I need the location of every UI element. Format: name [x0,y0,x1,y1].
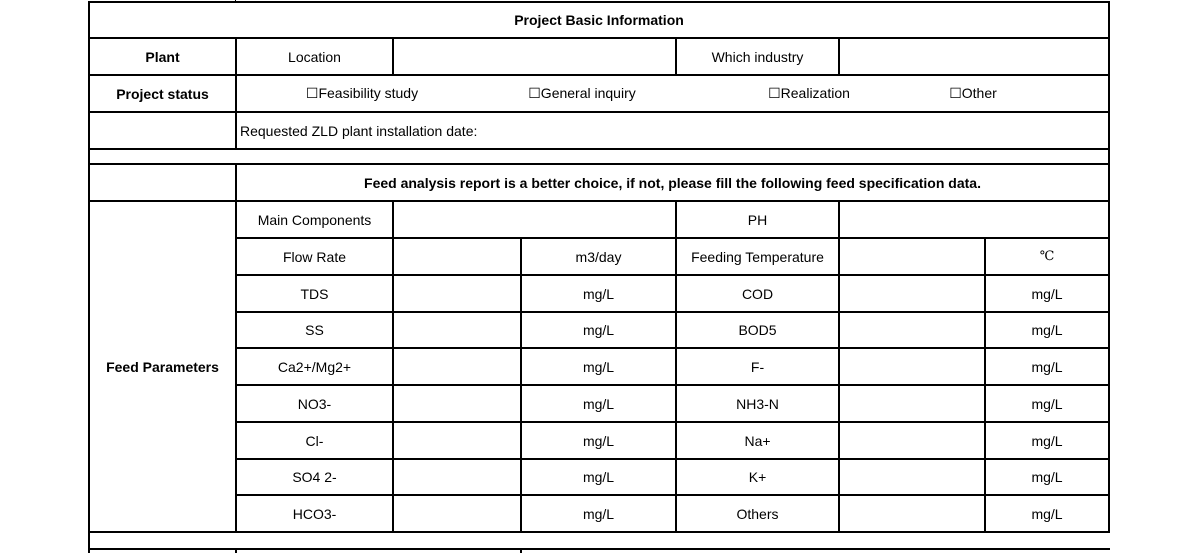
param-value-field[interactable] [840,276,984,311]
ph-field[interactable] [840,202,1108,237]
page-title: Project Basic Information [514,12,684,28]
installation-date-label[interactable]: Requested ZLD plant installation date: [240,122,478,139]
param-label: NH3-N [736,395,779,412]
ph-label: PH [747,211,768,228]
status-option-other[interactable]: ☐Other [949,85,997,101]
param-label: K+ [748,469,767,485]
param-unit: mg/L [1031,505,1063,522]
param-value-field[interactable] [394,313,520,347]
param-label: SO4 2- [292,469,337,485]
param-unit: mg/L [1031,395,1063,412]
param-value-field[interactable] [394,423,520,458]
param-label: Others [736,505,779,522]
industry-label: Which industry [711,48,804,65]
param-unit: mg/L [582,505,615,522]
param-value-field[interactable] [840,349,984,384]
param-label: NO3- [297,395,332,412]
param-value-field[interactable] [394,386,520,421]
param-unit: mg/L [582,322,615,338]
param-label: Cl- [305,432,324,449]
param-value-field[interactable] [840,313,984,347]
param-label: Feeding Temperature [691,248,824,265]
param-value-field[interactable] [394,349,520,384]
param-value-field[interactable] [394,239,520,274]
location-field[interactable] [394,39,675,74]
rule [88,531,1110,533]
param-label: COD [741,285,774,302]
param-unit: mg/L [1031,432,1063,449]
param-label: Na+ [744,432,771,449]
param-label: BOD5 [738,322,777,338]
industry-field[interactable] [840,39,1108,74]
main-components-label: Main Components [257,211,372,228]
param-unit: mg/L [1031,469,1063,485]
feed-parameters-label: Feed Parameters [106,358,219,375]
param-unit: ℃ [1039,249,1055,264]
param-unit: m3/day [575,248,622,265]
rule [520,548,522,553]
param-unit: mg/L [1031,358,1063,375]
param-label: Ca2+/Mg2+ [277,358,352,375]
main-components-field[interactable] [394,202,675,237]
param-label: HCO3- [292,505,337,522]
param-label: F- [750,358,765,375]
status-option-realization[interactable]: ☐Realization [768,85,850,101]
param-unit: mg/L [582,285,615,302]
param-value-field[interactable] [840,239,984,274]
param-unit: mg/L [1031,322,1063,338]
rule [1108,1,1110,533]
param-value-field[interactable] [840,423,984,458]
param-value-field[interactable] [394,460,520,494]
param-unit: mg/L [1031,285,1063,302]
status-option-feasibility-study[interactable]: ☐Feasibility study [305,85,419,101]
param-value-field[interactable] [840,460,984,494]
param-unit: mg/L [582,395,615,412]
project-status-label: Project status [116,85,209,102]
param-label: TDS [300,285,329,302]
param-value-field[interactable] [840,496,984,531]
param-unit: mg/L [582,358,615,375]
param-value-field[interactable] [394,496,520,531]
plant-label: Plant [145,48,180,65]
param-unit: mg/L [582,432,615,449]
param-value-field[interactable] [394,276,520,311]
status-option-general-inquiry[interactable]: ☐General inquiry [528,85,636,101]
location-label: Location [288,48,341,65]
param-unit: mg/L [582,469,615,485]
rule [88,548,1110,550]
rule [88,148,1110,150]
param-label: SS [305,322,324,338]
rule [235,548,237,553]
param-label: Flow Rate [282,248,347,265]
param-value-field[interactable] [840,386,984,421]
feed-note: Feed analysis report is a better choice, if not, please fill the following feed specification data. [364,174,981,191]
